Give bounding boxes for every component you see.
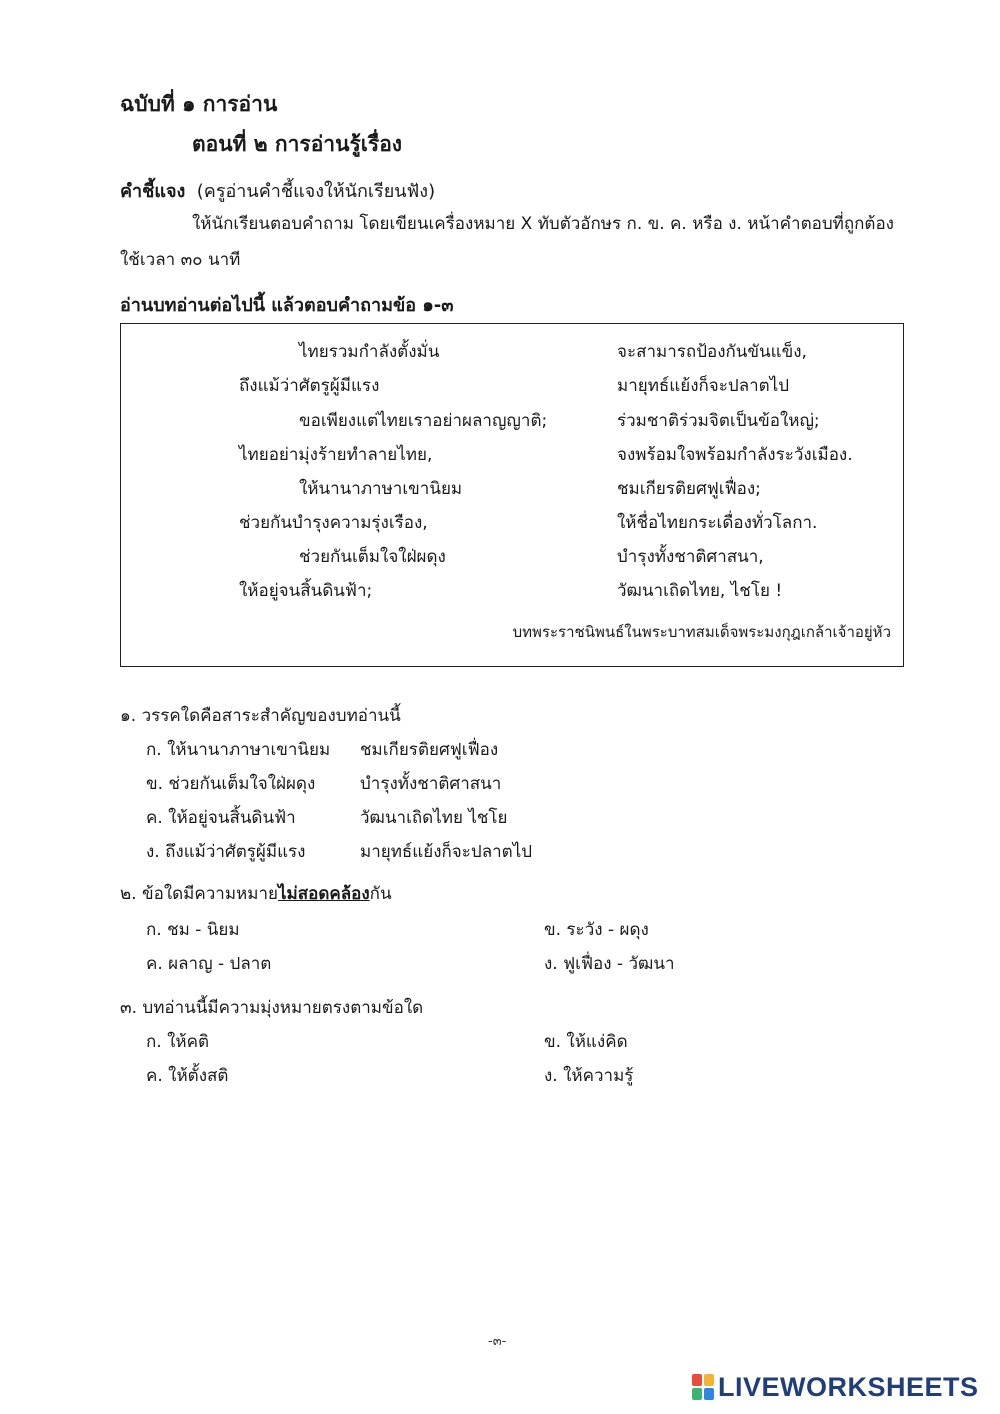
q1-option-b-detail: บำรุงทั้งชาติศาสนา	[360, 774, 502, 794]
instructions-line-2: ใช้เวลา ๓๐ นาที	[120, 250, 241, 270]
q1-option-d[interactable]: ง. ถึงแม้ว่าศัตรูผู้มีแรง	[146, 842, 306, 862]
poem-line-left: ช่วยกันบำรุงความรุ่งเรือง,	[239, 513, 428, 533]
q1-option-c-detail: วัฒนาเถิดไทย ไชโย	[360, 808, 508, 828]
question-2-text: ๒. ข้อใดมีความหมาย	[120, 884, 278, 904]
question-1: ๑. วรรคใดคือสาระสำคัญของบทอ่านนี้	[120, 706, 401, 726]
page-number: -๓-	[488, 1334, 507, 1349]
liveworksheets-brand: LIVEWORKSHEETS	[718, 1371, 979, 1402]
poem-line-right: บำรุงทั้งชาติศาสนา,	[617, 547, 764, 567]
poem-line-right: ร่วมชาติร่วมจิตเป็นข้อใหญ่;	[617, 411, 820, 431]
instructions-line-1: ให้นักเรียนตอบคำถาม โดยเขียนเครื่องหมาย X ทับตัวอักษร ก. ข. ค. หรือ ง. หน้าคำตอบที่ถูกต้อง	[192, 214, 894, 234]
q2-option-b[interactable]: ข. ระวัง - ผดุง	[544, 920, 649, 940]
poem-line-left: ขอเพียงแต่ไทยเราอย่าผลาญญาติ;	[299, 411, 548, 431]
poem-line-left: ไทยอย่ามุ่งร้ายทำลายไทย,	[239, 445, 433, 465]
poem-line-right: จงพร้อมใจพร้อมกำลังระวังเมือง.	[617, 445, 853, 465]
q3-option-c[interactable]: ค. ให้ตั้งสติ	[146, 1066, 229, 1086]
q1-option-a-detail: ชมเกียรติยศฟูเฟื่อง	[360, 740, 499, 760]
q3-option-b[interactable]: ข. ให้แง่คิด	[544, 1032, 628, 1052]
q1-option-a[interactable]: ก. ให้นานาภาษาเขานิยม	[146, 740, 331, 760]
question-3: ๓. บทอ่านนี้มีความมุ่งหมายตรงตามข้อใด	[120, 998, 424, 1018]
q3-option-a[interactable]: ก. ให้คติ	[146, 1032, 210, 1052]
poem-line-left: ช่วยกันเต็มใจใฝ่ผดุง	[299, 547, 446, 567]
liveworksheets-logo	[692, 1372, 979, 1402]
page-title: ฉบับที่ ๑ การอ่าน	[120, 92, 278, 116]
reading-heading: อ่านบทอ่านต่อไปนี้ แล้วตอบคำถามข้อ ๑-๓	[120, 295, 454, 316]
instructions-note: (ครูอ่านคำชี้แจงให้นักเรียนฟัง)	[196, 181, 436, 202]
question-2	[120, 880, 392, 907]
q2-option-c[interactable]: ค. ผลาญ - ปลาต	[146, 954, 272, 974]
instructions-header	[120, 176, 435, 205]
question-2-text-end: กัน	[369, 884, 392, 904]
poem-line-right: ให้ชื่อไทยกระเดื่องทั่วโลกา.	[617, 513, 818, 533]
question-2-emphasis: ไม่สอดคล้อง	[277, 884, 370, 904]
poem-line-left: ให้นานาภาษาเขานิยม	[299, 479, 463, 499]
poem-line-right: วัฒนาเถิดไทย, ไชโย !	[617, 581, 783, 601]
section-title: ตอนที่ ๒ การอ่านรู้เรื่อง	[192, 132, 403, 156]
instructions-label: คำชี้แจง	[120, 181, 186, 202]
q2-option-a[interactable]: ก. ชม - นิยม	[146, 920, 240, 940]
poem-line-left: ถึงแม้ว่าศัตรูผู้มีแรง	[239, 376, 380, 396]
poem-line-right: ชมเกียรติยศฟูเฟื่อง;	[617, 479, 761, 499]
liveworksheets-logo-icon	[692, 1374, 714, 1400]
q3-option-d[interactable]: ง. ให้ความรู้	[544, 1066, 634, 1086]
poem-credit: บทพระราชนิพนธ์ในพระบาทสมเด็จพระมงกุฎเกล้าเจ้าอยู่หัว	[512, 623, 891, 641]
poem-line-right: จะสามารถป้องกันขันแข็ง,	[617, 342, 807, 362]
poem-line-left: ให้อยู่จนสิ้นดินฟ้า;	[239, 581, 373, 601]
poem-box	[120, 323, 904, 667]
q2-option-d[interactable]: ง. ฟูเฟื่อง - วัฒนา	[544, 954, 675, 974]
q1-option-d-detail: มายุทธ์แย้งก็จะปลาตไป	[360, 842, 533, 862]
q1-option-b[interactable]: ข. ช่วยกันเต็มใจใฝ่ผดุง	[146, 774, 316, 794]
q1-option-c[interactable]: ค. ให้อยู่จนสิ้นดินฟ้า	[146, 808, 296, 828]
poem-line-left: ไทยรวมกำลังตั้งมั่น	[299, 342, 440, 362]
poem-line-right: มายุทธ์แย้งก็จะปลาตไป	[617, 376, 790, 396]
